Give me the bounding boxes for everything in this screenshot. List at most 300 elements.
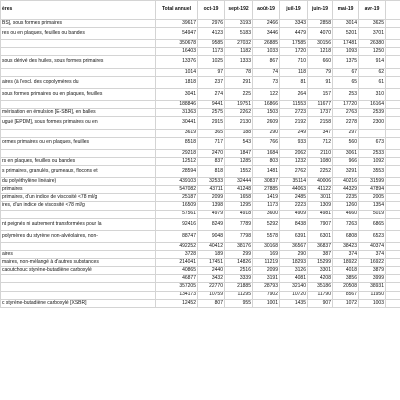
value-cell[interactable] (386, 101, 400, 109)
value-cell[interactable]: 837 (198, 157, 225, 165)
value-cell[interactable]: 8567 (333, 291, 359, 299)
value-cell[interactable]: 1025 (198, 56, 225, 68)
value-cell[interactable]: 2192 (280, 117, 308, 129)
value-cell[interactable]: 1737 (308, 109, 333, 117)
value-cell[interactable]: 62 (359, 68, 386, 76)
value-cell[interactable] (386, 243, 400, 251)
value-cell[interactable] (386, 267, 400, 275)
value-cell[interactable]: 492252 (156, 243, 198, 251)
value-cell[interactable]: 14826 (225, 259, 253, 267)
value-cell[interactable]: 2575 (198, 109, 225, 117)
value-cell[interactable]: 12512 (156, 157, 198, 165)
value-cell[interactable]: 10720 (280, 291, 308, 299)
value-cell[interactable]: 35186 (308, 283, 333, 291)
value-cell[interactable] (386, 157, 400, 165)
row-label-cell[interactable]: sous formes primaires ou en plaques, feuilles (1, 88, 156, 100)
value-cell[interactable]: 2099 (253, 267, 280, 275)
value-cell[interactable]: 9585 (198, 40, 225, 48)
value-cell[interactable]: 16509 (156, 202, 198, 210)
value-cell[interactable]: 3011 (308, 194, 333, 202)
row-label-cell[interactable]: ugué [EPDM], sous formes primaires ou en (1, 117, 156, 129)
value-cell[interactable]: 40374 (359, 243, 386, 251)
value-cell[interactable]: 28793 (253, 283, 280, 291)
row-label-cell[interactable]: aires (à l'excl. des copolymères du (1, 76, 156, 88)
value-cell[interactable]: 3701 (359, 28, 386, 40)
value-cell[interactable]: 11295 (225, 291, 253, 299)
value-cell[interactable] (386, 299, 400, 307)
value-cell[interactable]: 966 (333, 157, 359, 165)
value-cell[interactable]: 92416 (156, 218, 198, 230)
value-cell[interactable]: 290 (253, 129, 280, 137)
value-cell[interactable] (386, 283, 400, 291)
value-cell[interactable]: 31363 (156, 109, 198, 117)
value-cell[interactable]: 2062 (280, 149, 308, 157)
value-cell[interactable]: 2539 (359, 109, 386, 117)
value-cell[interactable]: 867 (253, 56, 280, 68)
value-cell[interactable]: 25187 (156, 194, 198, 202)
value-cell[interactable]: 1333 (225, 56, 253, 68)
value-cell[interactable]: 374 (333, 251, 359, 259)
value-cell[interactable]: 710 (280, 56, 308, 68)
value-cell[interactable]: 7789 (225, 218, 253, 230)
value-cell[interactable] (359, 129, 386, 137)
row-label-cell[interactable]: ormes primaires ou en plaques, feuilles (1, 137, 156, 149)
value-cell[interactable] (386, 210, 400, 218)
value-cell[interactable] (386, 186, 400, 194)
value-cell[interactable]: 5578 (253, 230, 280, 242)
value-cell[interactable]: 214041 (156, 259, 198, 267)
value-cell[interactable]: 17585 (280, 40, 308, 48)
value-cell[interactable]: 3061 (333, 149, 359, 157)
value-cell[interactable]: 91 (308, 76, 333, 88)
value-cell[interactable] (386, 137, 400, 149)
value-cell[interactable]: 673 (359, 137, 386, 149)
row-label-cell[interactable]: s primaires, granulés, grumeaux, flocons et (1, 165, 156, 177)
value-cell[interactable]: 74 (253, 68, 280, 76)
header-cell[interactable]: ères (1, 1, 156, 20)
value-cell[interactable]: 27032 (225, 40, 253, 48)
value-cell[interactable] (386, 88, 400, 100)
row-label-cell[interactable]: rs en plaques, feuilles ou bandes (1, 157, 156, 165)
value-cell[interactable]: 365 (198, 129, 225, 137)
row-label-cell[interactable] (1, 40, 156, 48)
header-cell[interactable] (386, 1, 400, 20)
value-cell[interactable]: 27885 (253, 186, 280, 194)
row-label-cell[interactable] (1, 243, 156, 251)
value-cell[interactable]: 253 (333, 88, 359, 100)
value-cell[interactable]: 11677 (308, 101, 333, 109)
value-cell[interactable]: 2485 (280, 194, 308, 202)
value-cell[interactable]: 907 (308, 299, 333, 307)
value-cell[interactable]: 30168 (253, 243, 280, 251)
row-label-cell[interactable] (1, 275, 156, 283)
value-cell[interactable]: 134173 (156, 291, 198, 299)
value-cell[interactable]: 1720 (280, 48, 308, 56)
value-cell[interactable]: 766 (253, 137, 280, 149)
row-label-cell[interactable]: primaires (1, 186, 156, 194)
value-cell[interactable]: 32444 (225, 178, 253, 186)
value-cell[interactable]: 18922 (333, 259, 359, 267)
value-cell[interactable]: 1093 (333, 48, 359, 56)
value-cell[interactable]: 36567 (280, 243, 308, 251)
value-cell[interactable]: 8438 (280, 218, 308, 230)
value-cell[interactable]: 97 (198, 68, 225, 76)
value-cell[interactable]: 3446 (253, 28, 280, 40)
value-cell[interactable]: 3014 (333, 20, 359, 28)
value-cell[interactable]: 57561 (156, 210, 198, 218)
value-cell[interactable]: 4918 (225, 210, 253, 218)
value-cell[interactable]: 43711 (198, 186, 225, 194)
row-label-cell[interactable] (1, 48, 156, 56)
value-cell[interactable]: 31599 (359, 178, 386, 186)
row-label-cell[interactable] (1, 129, 156, 137)
row-label-cell[interactable]: maires, non-mélangé à d'autres substances (1, 259, 156, 267)
value-cell[interactable]: 2763 (333, 109, 359, 117)
value-cell[interactable]: 3856 (333, 275, 359, 283)
value-cell[interactable]: 3343 (280, 20, 308, 28)
value-cell[interactable]: 2609 (253, 117, 280, 129)
value-cell[interactable]: 933 (280, 137, 308, 149)
value-cell[interactable]: 225 (225, 88, 253, 100)
value-cell[interactable]: 2976 (198, 20, 225, 28)
value-cell[interactable]: 2110 (308, 149, 333, 157)
value-cell[interactable]: 18293 (280, 259, 308, 267)
value-cell[interactable]: 41122 (308, 186, 333, 194)
value-cell[interactable]: 274 (198, 88, 225, 100)
value-cell[interactable]: 717 (198, 137, 225, 149)
value-cell[interactable]: 3339 (225, 275, 253, 283)
value-cell[interactable]: 264 (280, 88, 308, 100)
value-cell[interactable]: 1398 (198, 202, 225, 210)
value-cell[interactable]: 1309 (308, 202, 333, 210)
value-cell[interactable]: 8249 (198, 218, 225, 230)
value-cell[interactable]: 1658 (225, 194, 253, 202)
value-cell[interactable]: 79 (308, 68, 333, 76)
value-cell[interactable] (386, 48, 400, 56)
value-cell[interactable]: 560 (333, 137, 359, 149)
value-cell[interactable]: 16164 (359, 101, 386, 109)
value-cell[interactable]: 3879 (359, 267, 386, 275)
value-cell[interactable]: 6523 (359, 230, 386, 242)
value-cell[interactable] (386, 202, 400, 210)
value-cell[interactable]: 67 (333, 68, 359, 76)
value-cell[interactable]: 2470 (198, 149, 225, 157)
value-cell[interactable]: 249 (280, 129, 308, 137)
value-cell[interactable] (386, 28, 400, 40)
value-cell[interactable]: 81 (280, 76, 308, 88)
header-cell[interactable]: sept-192 (225, 1, 253, 20)
value-cell[interactable] (386, 149, 400, 157)
value-cell[interactable]: 157 (308, 88, 333, 100)
value-cell[interactable]: 20508 (333, 283, 359, 291)
value-cell[interactable]: 122 (253, 88, 280, 100)
value-cell[interactable]: 2158 (308, 117, 333, 129)
row-label-cell[interactable] (1, 149, 156, 157)
value-cell[interactable]: 1173 (198, 48, 225, 56)
value-cell[interactable]: 26885 (253, 40, 280, 48)
value-cell[interactable]: 2466 (253, 20, 280, 28)
value-cell[interactable]: 1001 (253, 299, 280, 307)
value-cell[interactable]: 1218 (308, 48, 333, 56)
value-cell[interactable]: 803 (253, 157, 280, 165)
value-cell[interactable]: 7798 (225, 230, 253, 242)
value-cell[interactable]: 1033 (253, 48, 280, 56)
value-cell[interactable] (386, 165, 400, 177)
value-cell[interactable]: 1847 (225, 149, 253, 157)
value-cell[interactable]: 40865 (156, 267, 198, 275)
value-cell[interactable]: 2223 (280, 202, 308, 210)
value-cell[interactable]: 374 (359, 251, 386, 259)
value-cell[interactable]: 5019 (359, 210, 386, 218)
value-cell[interactable]: 188 (225, 129, 253, 137)
value-cell[interactable]: 1552 (225, 165, 253, 177)
value-cell[interactable]: 12452 (156, 299, 198, 307)
value-cell[interactable] (386, 68, 400, 76)
value-cell[interactable]: 7902 (253, 291, 280, 299)
value-cell[interactable]: 4909 (280, 210, 308, 218)
value-cell[interactable]: 350678 (156, 40, 198, 48)
value-cell[interactable]: 2300 (359, 117, 386, 129)
value-cell[interactable]: 40412 (198, 243, 225, 251)
value-cell[interactable]: 1003 (359, 299, 386, 307)
value-cell[interactable]: 38931 (359, 283, 386, 291)
header-cell[interactable]: juin-19 (308, 1, 333, 20)
value-cell[interactable]: 6808 (333, 230, 359, 242)
value-cell[interactable]: 4981 (308, 210, 333, 218)
value-cell[interactable]: 8518 (156, 137, 198, 149)
value-cell[interactable]: 26380 (359, 40, 386, 48)
value-cell[interactable]: 1260 (333, 202, 359, 210)
value-cell[interactable]: 2533 (359, 149, 386, 157)
header-cell[interactable]: juil-19 (280, 1, 308, 20)
value-cell[interactable]: 2516 (225, 267, 253, 275)
value-cell[interactable]: 47894 (359, 186, 386, 194)
value-cell[interactable]: 1250 (359, 48, 386, 56)
value-cell[interactable] (386, 230, 400, 242)
value-cell[interactable] (386, 129, 400, 137)
value-cell[interactable] (386, 251, 400, 259)
value-cell[interactable] (386, 40, 400, 48)
value-cell[interactable]: 297 (333, 129, 359, 137)
row-label-cell[interactable] (1, 283, 156, 291)
value-cell[interactable]: 9441 (198, 101, 225, 109)
value-cell[interactable]: 1232 (280, 157, 308, 165)
value-cell[interactable]: 290 (280, 251, 308, 259)
value-cell[interactable]: 11950 (359, 291, 386, 299)
value-cell[interactable]: 28594 (156, 165, 198, 177)
row-label-cell[interactable]: caoutchouc styrène-butadiène carboxylé (1, 267, 156, 275)
value-cell[interactable]: 5201 (333, 28, 359, 40)
value-cell[interactable]: 2262 (225, 109, 253, 117)
value-cell[interactable] (386, 194, 400, 202)
row-label-cell[interactable]: c styrène-butadiène carboxylé [XSBR] (1, 299, 156, 307)
header-cell[interactable]: oct-19 (198, 1, 225, 20)
value-cell[interactable]: 169 (253, 251, 280, 259)
value-cell[interactable]: 387 (308, 251, 333, 259)
value-cell[interactable]: 17481 (333, 40, 359, 48)
value-cell[interactable]: 22770 (198, 283, 225, 291)
value-cell[interactable]: 30837 (253, 178, 280, 186)
value-cell[interactable]: 3600 (253, 210, 280, 218)
value-cell[interactable]: 807 (198, 299, 225, 307)
value-cell[interactable]: 1419 (253, 194, 280, 202)
value-cell[interactable] (386, 218, 400, 230)
value-cell[interactable]: 1182 (225, 48, 253, 56)
value-cell[interactable]: 2252 (308, 165, 333, 177)
value-cell[interactable]: 32140 (280, 283, 308, 291)
value-cell[interactable]: 88747 (156, 230, 198, 242)
value-cell[interactable]: 2723 (280, 109, 308, 117)
value-cell[interactable]: 4018 (333, 267, 359, 275)
value-cell[interactable]: 4208 (308, 275, 333, 283)
value-cell[interactable]: 3126 (280, 267, 308, 275)
value-cell[interactable]: 7263 (333, 218, 359, 230)
value-cell[interactable]: 21885 (225, 283, 253, 291)
value-cell[interactable]: 1295 (225, 202, 253, 210)
value-cell[interactable]: 2130 (225, 117, 253, 129)
row-label-cell[interactable]: polymères du styrène non-alvéolaires, non- (1, 230, 156, 242)
value-cell[interactable]: 4081 (280, 275, 308, 283)
value-cell[interactable] (386, 76, 400, 88)
value-cell[interactable]: 955 (225, 299, 253, 307)
header-cell[interactable]: mai-19 (333, 1, 359, 20)
value-cell[interactable]: 5292 (253, 218, 280, 230)
value-cell[interactable]: 3432 (198, 275, 225, 283)
value-cell[interactable] (386, 178, 400, 186)
value-cell[interactable]: 61 (359, 76, 386, 88)
value-cell[interactable]: 1354 (359, 202, 386, 210)
value-cell[interactable] (386, 117, 400, 129)
value-cell[interactable]: 2762 (280, 165, 308, 177)
value-cell[interactable]: 32533 (198, 178, 225, 186)
value-cell[interactable]: 11553 (280, 101, 308, 109)
row-label-cell[interactable] (1, 68, 156, 76)
value-cell[interactable]: 35114 (280, 178, 308, 186)
value-cell[interactable]: 3291 (333, 165, 359, 177)
value-cell[interactable]: 36837 (308, 243, 333, 251)
value-cell[interactable]: 38176 (225, 243, 253, 251)
row-label-cell[interactable]: du polyéthylène linéaire) (1, 178, 156, 186)
value-cell[interactable] (386, 20, 400, 28)
value-cell[interactable]: 6865 (359, 218, 386, 230)
value-cell[interactable]: 2858 (308, 20, 333, 28)
value-cell[interactable]: 19751 (225, 101, 253, 109)
header-cell[interactable]: avr-19 (359, 1, 386, 20)
value-cell[interactable]: 30156 (308, 40, 333, 48)
value-cell[interactable] (386, 275, 400, 283)
value-cell[interactable]: 1092 (359, 157, 386, 165)
value-cell[interactable]: 9048 (198, 230, 225, 242)
value-cell[interactable]: 1818 (156, 76, 198, 88)
value-cell[interactable]: 3301 (308, 267, 333, 275)
value-cell[interactable]: 1375 (333, 56, 359, 68)
value-cell[interactable] (386, 56, 400, 68)
value-cell[interactable]: 3553 (359, 165, 386, 177)
value-cell[interactable]: 347 (308, 129, 333, 137)
value-cell[interactable]: 65 (333, 76, 359, 88)
value-cell[interactable]: 439103 (156, 178, 198, 186)
header-cell[interactable]: août-19 (253, 1, 280, 20)
value-cell[interactable]: 1481 (253, 165, 280, 177)
value-cell[interactable]: 17720 (333, 101, 359, 109)
value-cell[interactable]: 3625 (359, 20, 386, 28)
row-label-cell[interactable] (1, 210, 156, 218)
value-cell[interactable]: 44063 (280, 186, 308, 194)
row-label-cell[interactable]: mérisation en émulsion [E-SBR], en balles (1, 109, 156, 117)
value-cell[interactable]: 16866 (253, 101, 280, 109)
value-cell[interactable]: 2278 (333, 117, 359, 129)
row-label-cell[interactable]: res ou en plaques, feuilles ou bandes (1, 28, 156, 40)
value-cell[interactable]: 189 (198, 251, 225, 259)
value-cell[interactable]: 39617 (156, 20, 198, 28)
value-cell[interactable]: 30441 (156, 117, 198, 129)
value-cell[interactable]: 4070 (308, 28, 333, 40)
value-cell[interactable]: 1014 (156, 68, 198, 76)
value-cell[interactable]: 40006 (308, 178, 333, 186)
value-cell[interactable]: 4123 (198, 28, 225, 40)
value-cell[interactable]: 1285 (225, 157, 253, 165)
header-cell[interactable]: Total annuel (156, 1, 198, 20)
value-cell[interactable]: 357205 (156, 283, 198, 291)
value-cell[interactable]: 15299 (308, 259, 333, 267)
value-cell[interactable]: 914 (359, 56, 386, 68)
value-cell[interactable]: 78 (225, 68, 253, 76)
value-cell[interactable]: 818 (198, 165, 225, 177)
value-cell[interactable]: 1173 (253, 202, 280, 210)
value-cell[interactable] (386, 291, 400, 299)
value-cell[interactable]: 299 (225, 251, 253, 259)
row-label-cell[interactable] (1, 291, 156, 299)
value-cell[interactable]: 17451 (198, 259, 225, 267)
value-cell[interactable]: 237 (198, 76, 225, 88)
value-cell[interactable]: 1684 (253, 149, 280, 157)
value-cell[interactable]: 46877 (156, 275, 198, 283)
value-cell[interactable]: 5183 (225, 28, 253, 40)
value-cell[interactable]: 1072 (333, 299, 359, 307)
value-cell[interactable]: 2099 (198, 194, 225, 202)
value-cell[interactable]: 3619 (156, 129, 198, 137)
value-cell[interactable]: 10759 (198, 291, 225, 299)
value-cell[interactable]: 6301 (308, 230, 333, 242)
value-cell[interactable]: 29218 (156, 149, 198, 157)
row-label-cell[interactable]: BS], sous formes primaires (1, 20, 156, 28)
value-cell[interactable]: 4479 (280, 28, 308, 40)
value-cell[interactable]: 3193 (225, 20, 253, 28)
value-cell[interactable]: 6391 (280, 230, 308, 242)
row-label-cell[interactable]: aires (1, 251, 156, 259)
row-label-cell[interactable]: nt peignés ni autrement transformées pour la (1, 218, 156, 230)
row-label-cell[interactable] (1, 101, 156, 109)
value-cell[interactable]: 2440 (198, 267, 225, 275)
value-cell[interactable]: 2235 (333, 194, 359, 202)
value-cell[interactable]: 1435 (280, 299, 308, 307)
value-cell[interactable]: 188846 (156, 101, 198, 109)
value-cell[interactable]: 660 (308, 56, 333, 68)
value-cell[interactable]: 44329 (333, 186, 359, 194)
value-cell[interactable]: 11219 (253, 259, 280, 267)
value-cell[interactable]: 310 (359, 88, 386, 100)
value-cell[interactable]: 712 (308, 137, 333, 149)
value-cell[interactable]: 7907 (308, 218, 333, 230)
value-cell[interactable]: 2005 (359, 194, 386, 202)
value-cell[interactable]: 54947 (156, 28, 198, 40)
value-cell[interactable]: 73 (253, 76, 280, 88)
value-cell[interactable]: 118 (280, 68, 308, 76)
value-cell[interactable]: 291 (225, 76, 253, 88)
value-cell[interactable]: 38423 (333, 243, 359, 251)
value-cell[interactable]: 3191 (253, 275, 280, 283)
value-cell[interactable]: 3728 (156, 251, 198, 259)
